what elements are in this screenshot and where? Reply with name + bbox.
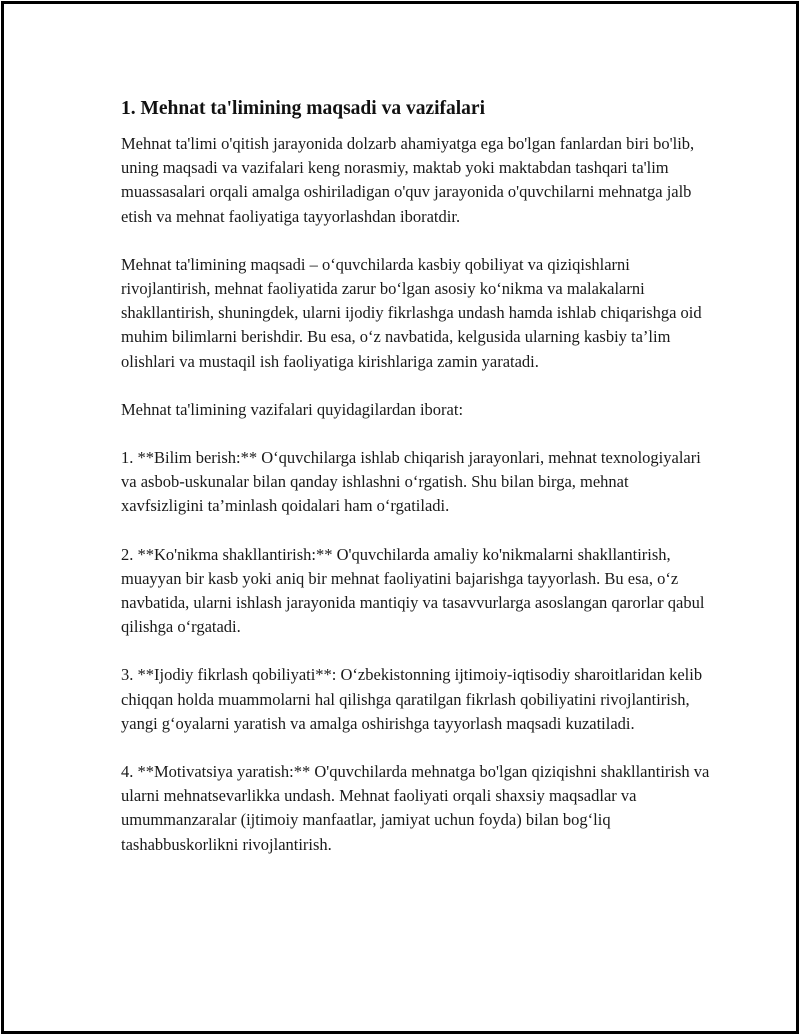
tasks-intro-paragraph: Mehnat ta'limining vazifalari quyidagilardan iborat:	[121, 399, 464, 419]
task-item-knowledge: 1. **Bilim berish:** O‘quvchilarga ishlab chiqarish jarayonlari, mehnat texnologiyalari va asbob-uskunalar bilan qanday ishlashni o‘rgatish. Shu bilan birga, mehnat xavfsizligini ta’minlash qoidalari ham o‘rgatiladi.	[121, 448, 701, 516]
task-item-skills: 2. **Ko'nikma shakllantirish:** O'quvchilarda amaliy ko'nikmalarni shakllantirish, muayyan bir kasb yoki aniq bir mehnat faoliyatini bajarishga tayyorlash. Bu esa, o‘z navbatida, ularni ishlash jarayonida mantiqiy va tasavvurlarga asoslangan qarorlar qabul qilishga o‘rgatadi.	[121, 544, 705, 637]
document-body	[121, 96, 711, 881]
goal-paragraph: Mehnat ta'limining maqsadi – o‘quvchilarda kasbiy qobiliyat va qiziqishlarni rivojlantirish, mehnat faoliyatida zarur bo‘lgan asosiy ko‘nikma va malakalarni shakllantirish, shuningdek, ularni ijodiy fikrlashga undash hamda ishlab chiqarishga oid muhim bilimlarni berishdir. Bu esa, o‘z navbatida, kelgusida ularning kasbiy ta’lim olishlari va mustaqil ish faoliyatiga kirishlariga zamin yaratadi.	[121, 254, 702, 371]
intro-paragraph: Mehnat ta'limi o'qitish jarayonida dolzarb ahamiyatga ega bo'lgan fanlardan biri bo'lib, uning maqsadi va vazifalari keng norasmiy, maktab yoki maktabdan tashqari ta'lim muassasalari orqali amalga oshiriladigan o'quv jarayonida o'quvchilarni mehnatga jalb etish va mehnat faoliyatiga tayyorlashdan iboratdir.	[121, 134, 695, 226]
section-heading: 1. Mehnat ta'limining maqsadi va vazifalari	[121, 98, 486, 119]
task-item-motivation: 4. **Motivatsiya yaratish:** O'quvchilarda mehnatga bo'lgan qiziqishni shakllantirish va ularni mehnatsevarlikka undash. Mehnat faoliyati orqali shaxsiy maqsadlar va umummanzaralar (ijtimoiy manfaatlar, jamiyat uchun foyda) bilan bog‘liq tashabbuskorlikni rivojlantirish.	[121, 762, 710, 854]
page-frame	[1, 1, 799, 1034]
task-item-creative-thinking: 3. **Ijodiy fikrlash qobiliyati**: O‘zbekistonning ijtimoiy-iqtisodiy sharoitlaridan kelib chiqqan holda muammolarni hal qilishga qaratilgan fikrlash qobiliyatini rivojlantirish, yangi g‘oyalarni yaratish va amalga oshirishga tayyorlash maqsadi kuzatiladi.	[121, 665, 703, 733]
